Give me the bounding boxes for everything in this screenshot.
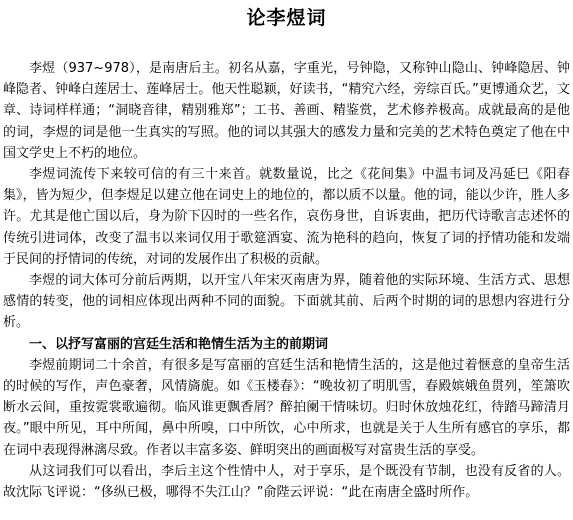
section-heading-early-period: 一、以抒写富丽的宫廷生活和艳情生活为主的前期词 <box>29 336 329 352</box>
paragraph-periods: 李煜的词大体可分前后两期，以开宝八年宋灭南唐为界，随着他的实际环境、生活方式、思想感情的转变，他的词相应体现出两种不同的面貌。下面就其前、后两个时期的词的思想内容进行分析。 <box>3 273 570 331</box>
paragraph-early-works: 李煜前期词二十余首，有很多是写富丽的宫廷生活和艳情生活的，这是他过着惬意的皇帝生活的时候的写作，声色豪奢，风情旖旎。如《玉楼春》：“晚妆初了明肌雪，春殿嫔娥鱼贯列，笙箫吹断水云间，重按霓裳歌遍彻。临风谁更飘香屑？醉拍阑干情味切。归时休放烛花红，待踏马蹄清月夜。”眼中所见，耳中所闻，鼻中所嗅，口中所饮，心中所求，也就是关于人生所有感官的享乐，都在词中表现得淋漓尽致。作者以丰富多姿、鲜明突出的画面极写对富贵生活的享受。 <box>3 357 570 458</box>
document-title: 论李煜词 <box>246 7 327 29</box>
paragraph-commentary: 从这词我们可以看出，李后主这个性情中人，对于享乐，是个既没有节制，也没有反省的人。故沈际飞评说：“侈纵已极，哪得不失江山？”俞陛云评说：“此在南唐全盛时所作。 <box>3 463 570 501</box>
paragraph-transmission: 李煜词流传下来较可信的有三十来首。就数量说，比之《花间集》中温韦词及冯延巳《阳春集》，皆为短少，但李煜足以建立他在词史上的地位的，都以质不以量。他的词，能以少许，胜人多许。尤其是他亡国以后，身为阶下囚时的一些名作，哀伤身世，自诉衷曲，把历代诗歌言志述怀的传统引进词体，改变了温韦以来词仅用于歌筵酒宴、流为艳科的趋向，恢复了词的抒情功能和发端于民间的抒情词的传统，对词的发展作出了积极的贡献。 <box>3 167 570 267</box>
paragraph-intro: 李煜（937~978），是南唐后主。初名从嘉，字重光，号钟隐，又称钟山隐山、钟峰隐居、钟峰隐者、钟峰白莲居士、莲峰居士。他天性聪颖，好读书，“精究六经，旁综百氏。”更博通众艺，文章、诗词样样通；“洞晓音律，精别雅郑”；工书、善画、精鉴赏，艺术修养极高。成就最高的是他的词，李煜的词是他一生真实的写照。他的词以其强大的感发力量和完美的艺术特色奠定了他在中国文学史上不朽的地位。 <box>3 61 570 161</box>
document-body <box>3 58 570 503</box>
